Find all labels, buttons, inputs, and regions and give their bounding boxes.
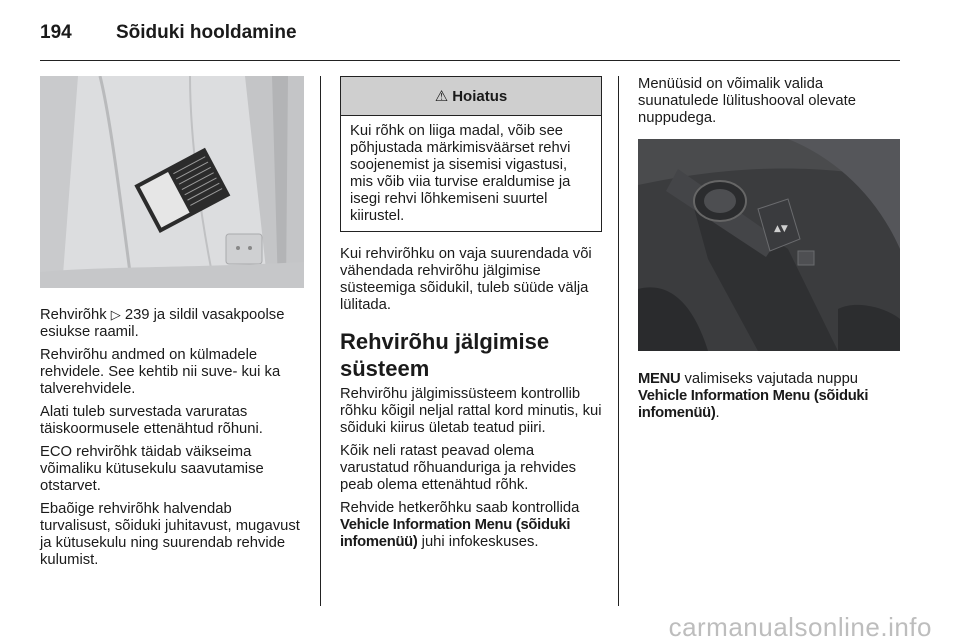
menu-button-label: MENU [638, 371, 681, 387]
watermark: carmanualsonline.info [668, 612, 932, 642]
paragraph-tire-pressure-ref: Rehvirõhk ▷ 239 ja sildil vasakpoolse esiukse raamil. [40, 307, 285, 340]
section-heading: Rehvirõhu jälgimise süsteem [340, 329, 550, 381]
column-3 [638, 76, 900, 428]
page-number: 194 [40, 22, 72, 43]
menu-name: Vehicle Information Menu (sõiduki infomenüü) [340, 517, 571, 550]
paragraph-cold-tires: Rehvirõhu andmed on külmadele rehvidele. See kehtib nii suve- kui ka talverehvidele. [40, 347, 281, 397]
paragraph-incorrect-pressure: Ebaõige rehvirõhk halvendab turvalisust, sõiduki juhitavust, mugavust ja kütusekulu ning suurendab rehvide kulumist. [40, 501, 300, 568]
header-divider [40, 60, 900, 61]
column-2 [340, 76, 602, 557]
svg-text:▲▼: ▲▼ [774, 224, 788, 234]
menu-name: Vehicle Information Menu (sõiduki infomenüü) [638, 388, 869, 421]
warning-text: Kui rõhk on liiga madal, võib see põhjustada märkimisväärset rehvi soojenemist ja sisemisi vigastusi, mis võib viia turvise eraldumise ja isegi rehvi lõhkemiseni suurtel kiirustel. [350, 123, 571, 224]
paragraph-eco-pressure: ECO rehvirõhk täidab väikseima võimaliku kütusekulu saavutamise otstarvet. [40, 444, 264, 494]
paragraph-adjust-pressure: Kui rehvirõhku on vaja suurendada või vähendada rehvirõhu jälgimise süsteemiga sõidukil, tuleb süüde välja lülitada. [340, 246, 592, 313]
column-1 [40, 76, 304, 575]
warning-title: Hoiatus [452, 87, 508, 105]
warning-triangle-icon: ⚠ [434, 87, 449, 105]
warning-box [340, 76, 602, 232]
paragraph-menu-selection: Menüüsid on võimalik valida suunatulede lülitushooval olevate nuppudega. [638, 76, 857, 126]
indicator-lever-photo [638, 139, 900, 351]
paragraph-four-wheels: Kõik neli ratast peavad olema varustatud rõhuanduriga ja rehvides peab olema ettenähtud rõhk. [340, 443, 577, 493]
paragraph-spare-wheel: Alati tuleb survestada varuratas täiskoormusele ettenähtud rõhuni. [40, 404, 263, 437]
page-header [40, 18, 900, 62]
page-title: Sõiduki hooldamine [116, 22, 297, 43]
column-divider-1 [320, 76, 321, 606]
paragraph-monitoring-system: Rehvirõhu jälgimissüsteem kontrollib rõhku kõigil neljal rattal kord minutis, kui sõiduki kiirus ületab teatud piiri. [340, 386, 602, 436]
door-frame-label-photo [40, 76, 304, 288]
column-divider-2 [618, 76, 619, 606]
warning-header [341, 77, 601, 116]
paragraph-check-pressure: Rehvide hetkerõhku saab kontrollida Vehicle Information Menu (sõiduki infomenüü) juhi infokeskuses. [340, 500, 580, 550]
right-triangle-icon: ▷ [110, 307, 121, 322]
paragraph-menu-button: MENU valimiseks vajutada nuppu Vehicle Information Menu (sõiduki infomenüü). [638, 371, 869, 421]
